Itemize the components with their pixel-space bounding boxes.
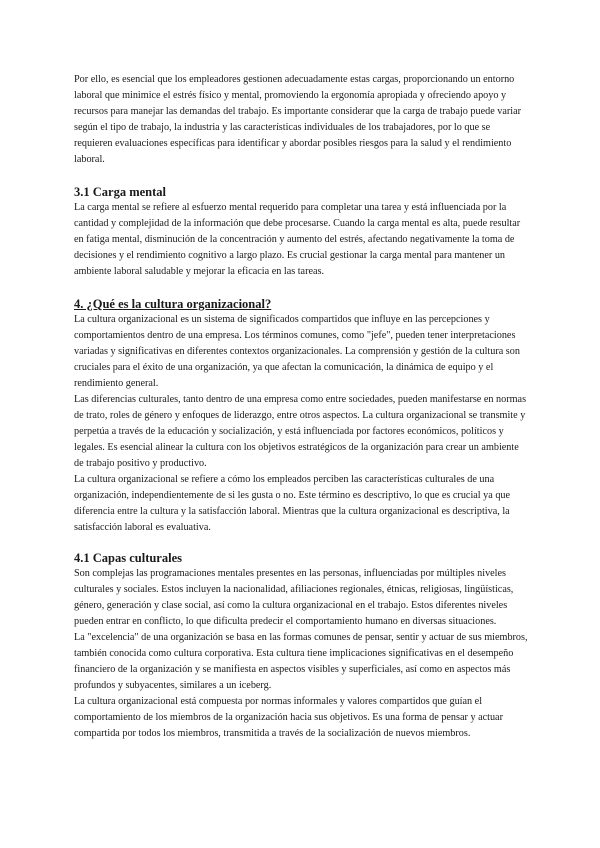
section-3-1-heading: 3.1 Carga mental	[74, 185, 166, 199]
section-4-paragraph-3: La cultura organizacional se refiere a cómo los empleados perciben las características culturales de una organización, independientemente de si les gusta o no. Este término es descriptivo, lo que es crucial ya que diferencia entre la cultura y la satisfacción laboral. Mientras que la cultura organizacional es descriptiva, la satisfacción laboral es evaluativa.	[74, 474, 511, 533]
document-page	[74, 72, 530, 742]
section-4-1-heading: 4.1 Capas culturales	[74, 551, 182, 565]
section-3-1-paragraph: La carga mental se refiere al esfuerzo mental requerido para completar una tarea y está influenciada por la cantidad y complejidad de la información que debe procesarse. Cuando la carga mental es alta, puede resultar en fatiga mental, disminución de la concentración y aumento del estrés, afectando negativamente la toma de decisiones y el rendimiento cognitivo a largo plazo. Es crucial gestionar la carga mental para mantener un ambiente laboral saludable y mejorar la eficacia en las tareas.	[74, 202, 521, 277]
section-4-1-paragraph-2: La "excelencia" de una organización se basa en las formas comunes de pensar, sentir y actuar de sus miembros, también conocida como cultura corporativa. Esta cultura tiene implicaciones significativas en el desempeño financiero de la organización y se manifiesta en aspectos visibles y superficiales, así como en aspectos más profundos y subyacentes, similares a un iceberg.	[74, 632, 528, 691]
section-4-heading: 4. ¿Qué es la cultura organizacional?	[74, 297, 272, 311]
intro-paragraph: Por ello, es esencial que los empleadores gestionen adecuadamente estas cargas, proporcionando un entorno laboral que minimice el estrés físico y mental, promoviendo la ergonomía apropiada y ofreciendo apoyo y recursos para manejar las demandas del trabajo. Es importante considerar que la carga de trabajo puede variar según el tipo de trabajo, la industria y las características individuales de los trabajadores, por lo que se requieren evaluaciones específicas para identificar y abordar posibles riesgos para la salud y el rendimiento laboral.	[74, 74, 522, 165]
section-4-1-paragraph-3: La cultura organizacional está compuesta por normas informales y valores compartidos que guían el comportamiento de los miembros de la organización hacia sus objetivos. Es una forma de pensar y actuar compartida por todos los miembros, transmitida a través de la socialización de nuevos miembros.	[74, 696, 503, 739]
section-4-1-paragraph-1: Son complejas las programaciones mentales presentes en las personas, influenciadas por múltiples niveles culturales y sociales. Estos incluyen la nacionalidad, afiliaciones regionales, étnicas, religiosas, lingüísticas, género, generación y clase social, así como la cultura organizacional en el trabajo. Estos diferentes niveles pueden entrar en conflicto, lo que dificulta predecir el comportamiento humano en diversas situaciones.	[74, 568, 514, 627]
section-4-paragraph-1: La cultura organizacional es un sistema de significados compartidos que influye en las percepciones y comportamientos dentro de una empresa. Los términos comunes, como "jefe", pueden tener interpretaciones variadas y significativas en diferentes contextos organizacionales. La comprensión y gestión de la cultura son cruciales para el éxito de una organización, ya que afectan la comunicación, la dinámica de equipo y el rendimiento general.	[74, 314, 520, 389]
section-4-paragraph-2: Las diferencias culturales, tanto dentro de una empresa como entre sociedades, pueden manifestarse en normas de trato, roles de género y enfoques de liderazgo, entre otros aspectos. La cultura organizacional se transmite y perpetúa a través de la educación y socialización, y está influenciada por factores económicos, políticos y legales. Es esencial alinear la cultura con los objetivos estratégicos de la organización para crear un ambiente de trabajo positivo y productivo.	[74, 394, 527, 469]
